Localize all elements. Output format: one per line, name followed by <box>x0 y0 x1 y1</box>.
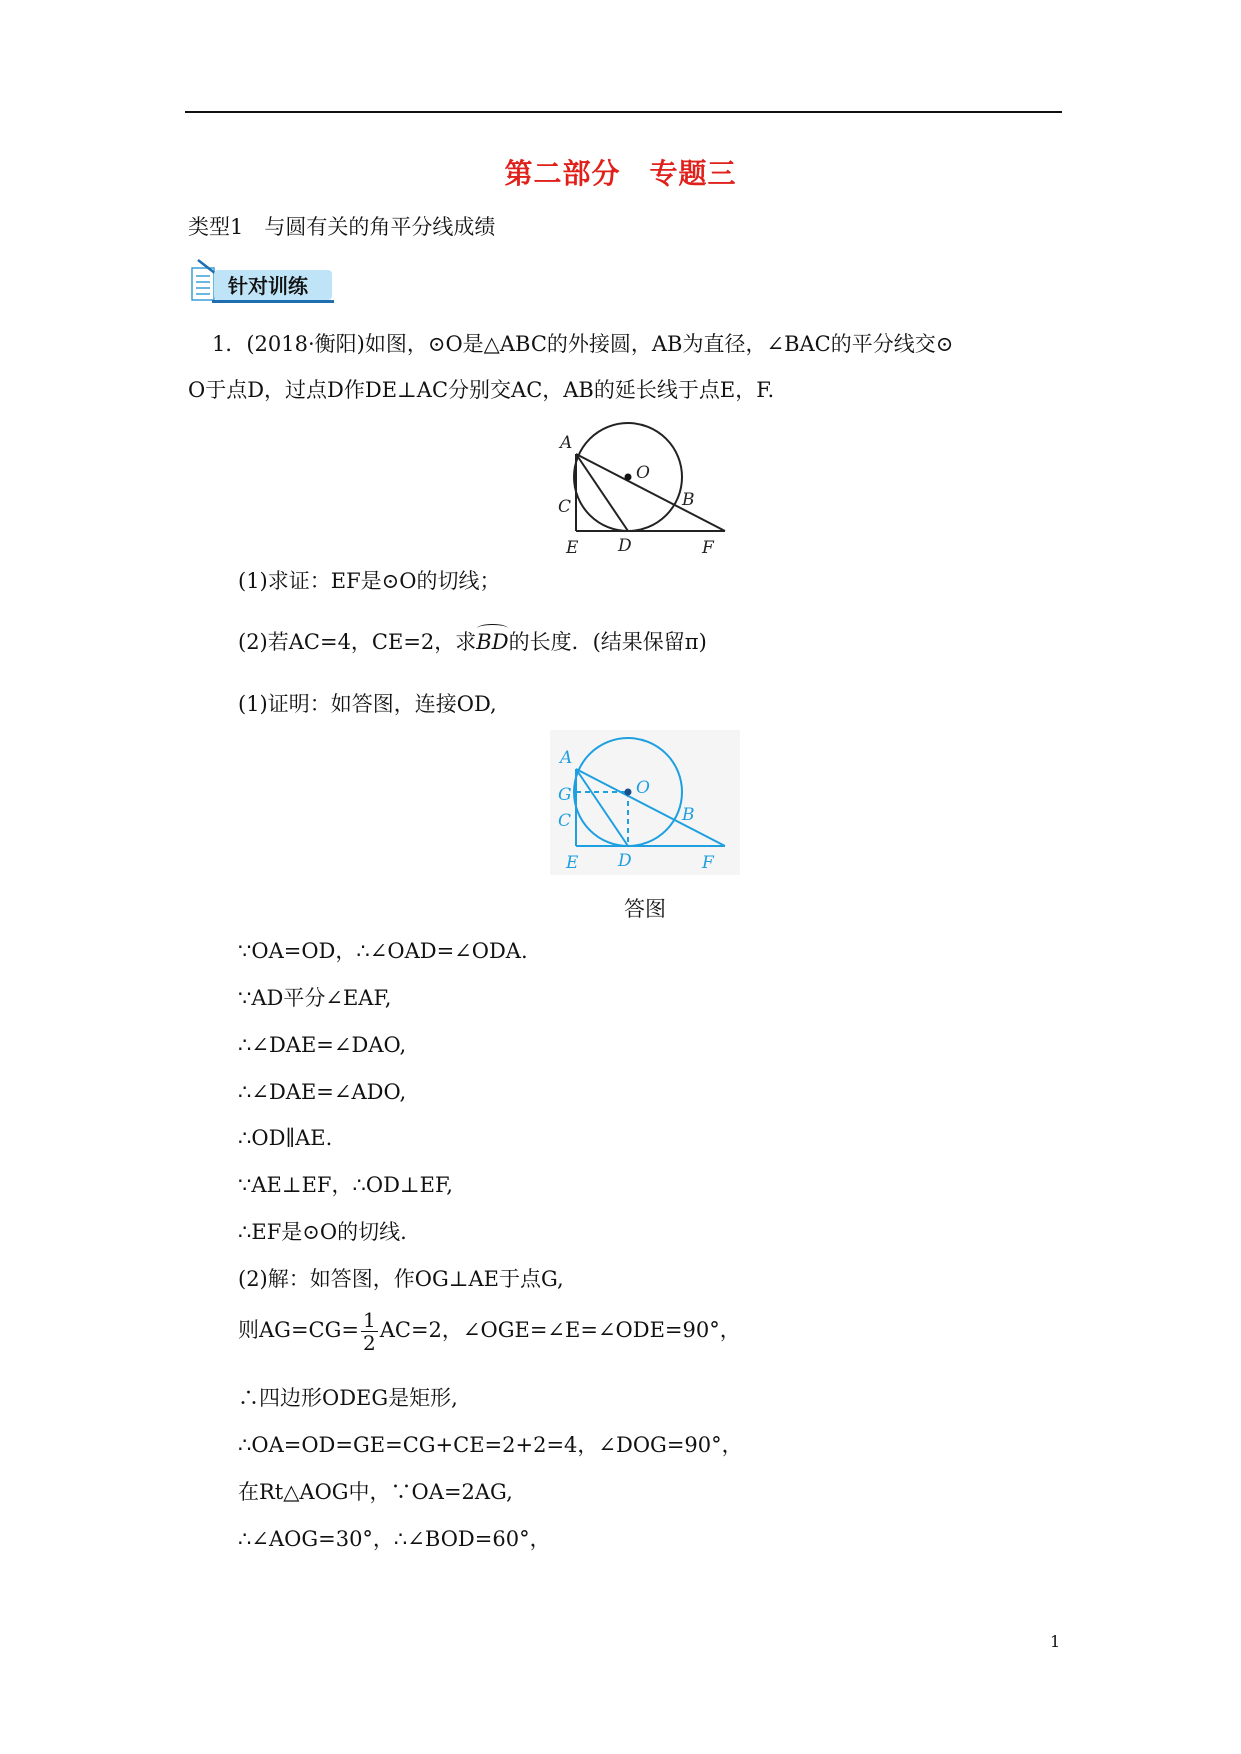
figure-1-label-C: C <box>558 497 572 517</box>
figure-2-label-O: O <box>636 778 650 798</box>
figure-1-line-AF <box>576 454 725 531</box>
solution-line-11: ∴四边形ODEG是矩形, <box>238 1386 458 1410</box>
question-part1: (1)求证：EF是⊙O的切线； <box>238 569 501 593</box>
figure-2-answer-diagram <box>550 730 740 875</box>
figure-1-label-D: D <box>618 536 632 556</box>
solution-line-13: 在Rt△AOG中，∵OA=2AG, <box>238 1480 513 1504</box>
figure-2-center-dot <box>625 789 632 796</box>
practice-badge <box>188 258 338 306</box>
question-part2 <box>238 628 707 656</box>
solution-line-8: ∴EF是⊙O的切线. <box>238 1220 407 1244</box>
solution-line-10-start: 则AG=CG= <box>238 1318 359 1342</box>
solution-line-10 <box>238 1300 741 1360</box>
solution-line-2: ∵OA=OD，∴∠OAD=∠ODA. <box>238 939 528 963</box>
figure-1-label-B: B <box>682 490 695 510</box>
question-part2-end: 的长度．(结果保留π) <box>508 630 707 654</box>
question-part2-start: (2)若AC=4，CE=2，求 <box>238 630 477 654</box>
figure-1-label-O: O <box>636 463 650 483</box>
page-title: 第二部分 专题三 <box>504 157 737 190</box>
figure-2-label-A: A <box>560 748 573 768</box>
figure-2-label-D: D <box>618 851 632 871</box>
figure-2-label-C: C <box>558 811 572 831</box>
figure-1-line-AD <box>576 454 628 531</box>
header-rule <box>185 111 1062 113</box>
solution-line-9: (2)解：如答图，作OG⊥AE于点G, <box>238 1267 564 1291</box>
figure-1-label-A: A <box>560 433 573 453</box>
problem-intro-line1: 1．(2018·衡阳)如图，⊙O是△ABC的外接圆，AB为直径，∠BAC的平分线交⊙ <box>212 332 954 356</box>
section-type-label: 类型1 与圆有关的角平分线成绩 <box>188 215 496 239</box>
solution-line-4: ∴∠DAE=∠DAO, <box>238 1033 407 1057</box>
figure-2-caption: 答图 <box>624 897 666 921</box>
figure-1-center-dot <box>625 474 632 481</box>
problem-intro-line2: O于点D，过点D作DE⊥AC分别交AC，AB的延长线于点E，F. <box>188 378 775 402</box>
figure-2-label-F: F <box>702 853 714 873</box>
solution-line-14: ∴∠AOG=30°，∴∠BOD=60°， <box>238 1527 551 1551</box>
fraction-denominator: 2 <box>362 1331 376 1355</box>
solution-line-7: ∵AE⊥EF，∴OD⊥EF, <box>238 1173 453 1197</box>
figure-2-label-G: G <box>558 785 572 805</box>
notebook-icon <box>192 260 216 300</box>
fraction-numerator: 1 <box>362 1308 376 1332</box>
solution-line-6: ∴OD∥AE. <box>238 1126 333 1150</box>
figure-1-label-F: F <box>702 538 714 558</box>
solution-line-12: ∴OA=OD=GE=CG+CE=2+2=4，∠DOG=90°， <box>238 1433 743 1457</box>
solution-line-5: ∴∠DAE=∠ADO, <box>238 1080 407 1104</box>
solution-line-3: ∵AD平分∠EAF, <box>238 986 392 1010</box>
fraction-one-half <box>361 1309 378 1354</box>
badge-label: 针对训练 <box>228 274 308 298</box>
figure-1-diagram <box>550 415 740 560</box>
figure-1-label-E: E <box>566 538 579 558</box>
solution-line-10-end: AC=2，∠OGE=∠E=∠ODE=90°， <box>379 1318 741 1342</box>
solution-line-1: (1)证明：如答图，连接OD, <box>238 692 497 716</box>
page-number: 1 <box>1050 1632 1061 1651</box>
figure-2-label-B: B <box>682 805 695 825</box>
arc-bd-label: BD <box>476 630 509 654</box>
figure-2-label-E: E <box>566 853 579 873</box>
